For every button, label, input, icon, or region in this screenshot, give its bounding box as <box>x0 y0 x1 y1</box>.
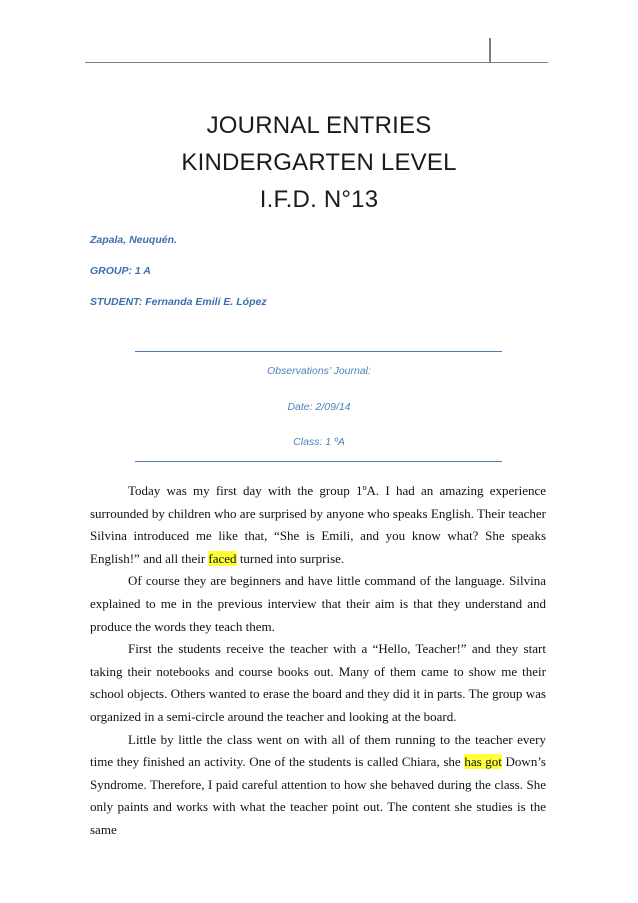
observations-heading: Observations’ Journal: <box>267 365 371 377</box>
observation-top-rule <box>135 351 502 352</box>
paragraph-1-text-a: Today was my first day with the group 1ºA. I had an amazing experience surrounded by children who are surprised by anyone who speaks English. Their teacher Silvina introduced me like that, “She is Emili, and you know what? She speaks English!” and all their <box>90 483 546 566</box>
paragraph-4-text-b: Down’s Syndrome. Therefore, I paid careful attention to how she behaved during the class. She only paints and works with what the teacher point out. The content she studies is the same <box>90 754 546 837</box>
observation-class: Class: 1 ºA <box>293 436 345 448</box>
header-rule <box>85 62 548 63</box>
paragraph-3: First the students receive the teacher with a “Hello, Teacher!” and they start taking their notebooks and course books out. Many of them came to show me their school objects. Others wanted to erase the board and they did it in parts. The group was organized in a semi-circle around the teacher and looking at the board. <box>90 641 546 724</box>
observation-bottom-rule <box>135 461 502 462</box>
title-line-1: JOURNAL ENTRIES <box>206 112 432 139</box>
student-text: STUDENT: Fernanda Emili E. López <box>90 296 267 308</box>
paragraph-1-text-b: turned into surprise. <box>236 550 345 566</box>
title-line-3: I.F.D. N°13 <box>259 186 379 213</box>
observation-date: Date: 2/09/14 <box>287 401 351 413</box>
location-text: Zapala, Neuquén. <box>90 234 177 246</box>
paragraph-1 <box>90 480 546 570</box>
paragraph-2: Of course they are beginners and have little command of the language. Silvina explained to me in the previous interview that their aim is that they understand and produce the words they teach them. <box>90 573 546 634</box>
title-line-2: KINDERGARTEN LEVEL <box>181 149 457 176</box>
group-text: GROUP: 1 A <box>90 265 151 277</box>
journal-body <box>90 480 546 842</box>
paragraph-4-text-a: Little by little the class went on with all of them running to the teacher every time they finished an activity. One of the students is called Chiara, she <box>90 731 546 770</box>
highlight-has-got: has got <box>464 754 502 770</box>
header-tick <box>489 38 491 62</box>
highlight-faced: faced <box>208 550 237 566</box>
paragraph-4 <box>90 729 546 842</box>
